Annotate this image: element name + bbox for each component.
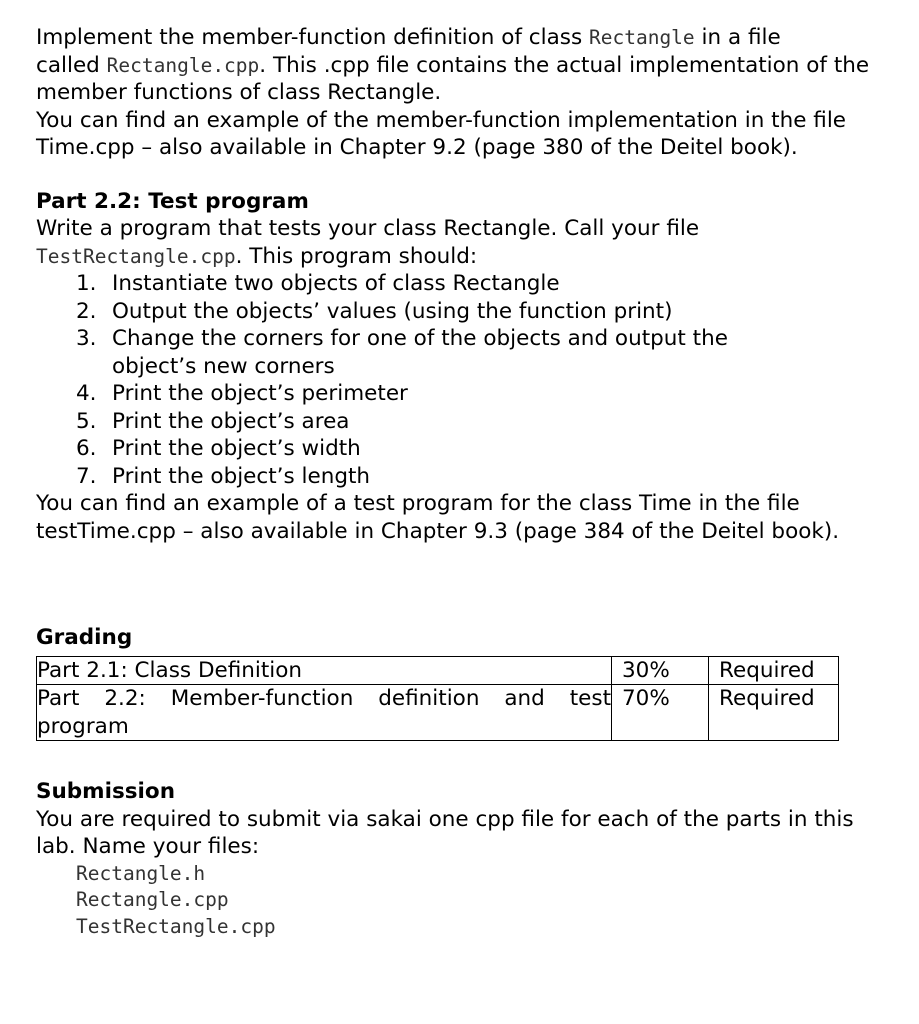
list-item-text: Instantiate two objects of class Rectangle xyxy=(112,271,560,296)
list-item-text: Print the object’s length xyxy=(112,463,371,489)
class-name-code: Rectangle xyxy=(589,26,695,49)
document-page xyxy=(36,24,876,940)
grading-heading: Grading xyxy=(36,625,133,650)
intro-paragraph xyxy=(36,24,876,107)
file-name: TestRectangle.cpp xyxy=(76,914,276,938)
table-cell-weight: 30% xyxy=(612,656,709,685)
list-number: 6. xyxy=(76,436,97,461)
list-item xyxy=(76,270,876,298)
table-cell-part: Part 2.2: Member-function definition and test program xyxy=(37,686,611,739)
file-list xyxy=(36,861,876,941)
intro-text: called xyxy=(36,52,107,78)
list-item xyxy=(76,435,876,463)
list-item xyxy=(76,298,876,326)
table-row xyxy=(37,656,839,685)
table-cell-part: Part 2.1: Class Definition xyxy=(37,656,612,685)
list-number: 4. xyxy=(76,381,97,406)
list-number: 7. xyxy=(76,463,97,489)
list-item-text: Change the corners for one of the objects and output the object’s new corners xyxy=(112,326,728,379)
part-2-2-text: Write a program that tests your class Rectangle. Call your file xyxy=(36,216,700,241)
list-item-text: Output the objects’ values (using the function print) xyxy=(112,298,673,324)
list-number: 2. xyxy=(76,298,97,324)
grading-table xyxy=(36,656,839,742)
part-2-2-text: . This program should: xyxy=(235,243,478,269)
list-item xyxy=(76,408,876,436)
intro-text: Implement the member-function definition of class xyxy=(36,25,589,50)
list-item xyxy=(76,463,876,491)
list-item-text: Print the object’s area xyxy=(112,408,350,434)
list-item xyxy=(76,380,876,408)
submission-heading: Submission xyxy=(36,779,175,804)
list-item-text: Print the object’s width xyxy=(112,436,361,461)
example-paragraph: You can find an example of the member-function implementation in the file Time.cpp – also available in Chapter 9.2 (page 380 of the Deitel book). xyxy=(36,107,847,160)
intro-text: in a file xyxy=(694,25,781,50)
part-2-2-intro xyxy=(36,215,876,270)
list-item-text: Print the object’s perimeter xyxy=(112,381,408,406)
list-number: 1. xyxy=(76,271,97,296)
file-name: Rectangle.cpp xyxy=(76,888,229,911)
test-example-paragraph: You can find an example of a test program for the class Time in the file testTime.cpp – also available in Chapter 9.3 (page 384 of the Deitel book). xyxy=(36,491,840,544)
table-row xyxy=(37,685,839,741)
test-filename-code: TestRectangle.cpp xyxy=(36,244,236,268)
part-2-2-heading: Part 2.2: Test program xyxy=(36,188,309,214)
list-number: 5. xyxy=(76,408,97,434)
intro-text: . This .cpp file contains the actual implementation of the member functions of class Rectangle. xyxy=(36,52,870,105)
list-item xyxy=(76,325,876,380)
table-cell-status: Required xyxy=(709,656,839,685)
file-name: Rectangle.h xyxy=(76,861,206,885)
table-cell-status: Required xyxy=(709,685,839,741)
steps-list xyxy=(36,270,876,490)
list-number: 3. xyxy=(76,326,97,351)
filename-code: Rectangle.cpp xyxy=(106,53,260,77)
table-cell-weight: 70% xyxy=(612,685,709,741)
submission-paragraph: You are required to submit via sakai one cpp file for each of the parts in this lab. Name your files: xyxy=(36,806,854,859)
